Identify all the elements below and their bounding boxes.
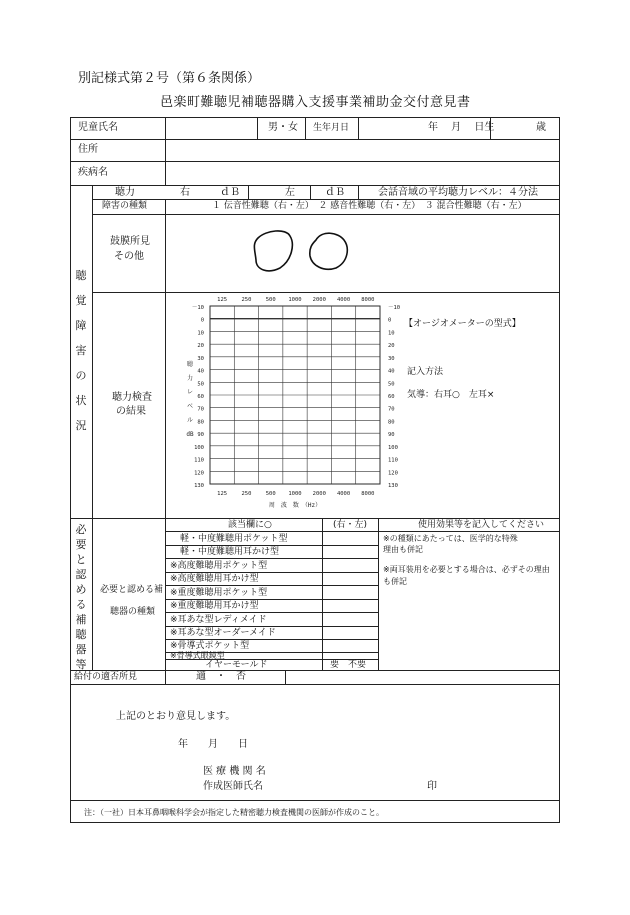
impairment-type-label: 障害の種類: [102, 201, 148, 211]
db-tick-left: 80: [197, 419, 204, 426]
db-tick-right: 0: [388, 317, 392, 324]
left-eardrum-shape: [310, 233, 347, 269]
db-tick-left: 90: [197, 432, 204, 439]
freq-tick-bottom: 8000: [361, 491, 375, 497]
audiogram-ylabel-char: レ: [186, 389, 194, 396]
aid-type-label-2: 聴器の種類: [110, 607, 156, 617]
aid-item[interactable]: 軽・中度難聴用耳かけ型: [180, 547, 280, 557]
aid-item[interactable]: 軽・中度難聴用ポケット型: [180, 534, 288, 544]
freq-tick-bottom: 125: [217, 491, 228, 497]
freq-tick-bottom: 1000: [288, 491, 302, 497]
db-tick-right: 110: [388, 457, 398, 464]
fill-method-label: 記入方法: [407, 367, 444, 377]
gender-options[interactable]: 男・女: [268, 122, 298, 133]
audiogram-ylabel-char: ル: [186, 417, 194, 424]
freq-tick-top: 250: [241, 297, 252, 303]
db-tick-left: 40: [197, 368, 204, 375]
eardrum-drawing: [240, 226, 360, 276]
freq-tick-bottom: 2000: [312, 491, 326, 497]
right-ear-db[interactable]: 右 ｄＢ: [180, 187, 240, 198]
db-tick-right: 40: [388, 368, 395, 375]
lr-column-header: (右・左): [333, 520, 368, 530]
hearing-test-label-1: 聴力検査: [112, 392, 152, 403]
disease-field[interactable]: [166, 162, 559, 184]
grant-options[interactable]: 適 ・ 否: [196, 671, 246, 682]
hearing-test-label-2: の結果: [116, 406, 146, 417]
eardrum-label-1: 鼓膜所見: [110, 236, 150, 247]
db-tick-left: 70: [197, 406, 204, 413]
left-ear-db[interactable]: 左 ｄＢ: [285, 187, 345, 198]
audiogram-ylabel-char: ベ: [186, 403, 194, 410]
note-special-reason-2: 理由も併記: [383, 545, 423, 554]
hearing-section-label: 聴 覚 障 害 の 状 況: [75, 269, 87, 432]
avg-hearing-label: 会話音域の平均聴力レベル：４分法: [378, 187, 538, 198]
birthdate-value[interactable]: 年 月 日生: [428, 122, 495, 133]
notes-column-header: 使用効果等を記入してください: [418, 520, 545, 530]
aid-item[interactable]: ※重度難聴用ポケット型: [170, 588, 268, 598]
db-tick-left: 120: [194, 470, 204, 477]
db-tick-right: 30: [388, 355, 395, 362]
db-tick-right: 130: [388, 483, 398, 489]
audiogram-ylabel-char: dB: [186, 431, 194, 438]
form-title: 邑楽町難聴児補聴器購入支援事業補助金交付意見書: [160, 95, 471, 110]
disease-label: 疾病名: [78, 167, 108, 178]
freq-tick-top: 1000: [288, 297, 302, 303]
aid-item[interactable]: ※骨導式ポケット型: [170, 641, 250, 651]
db-tick-right: 50: [388, 381, 395, 388]
aid-section-label: 必 要 と 認 め る 補 聴 器 等: [75, 523, 87, 671]
aid-item[interactable]: ※高度難聴用耳かけ型: [170, 574, 259, 584]
db-tick-left: 130: [194, 483, 204, 489]
footer-note: 注：（一社）日本耳鼻咽喉科学会が指定した精密聴力検査機関の医師が作成のこと。: [84, 808, 384, 817]
freq-tick-bottom: 500: [265, 491, 276, 497]
db-tick-left: 10: [197, 330, 204, 337]
grant-label: 給付の適否所見: [74, 672, 138, 682]
db-tick-right: 20: [388, 343, 395, 350]
db-tick-left: 20: [197, 343, 204, 350]
note-binaural-2: も併記: [383, 577, 407, 586]
freq-tick-top: 125: [217, 297, 228, 303]
note-special-reason-1: ※の種類にあたっては、医学的な特殊: [383, 534, 518, 543]
db-tick-right: 90: [388, 432, 395, 439]
aid-item[interactable]: ※耳あな型オーダーメイド: [170, 628, 276, 638]
db-tick-right: 120: [388, 470, 398, 477]
sign-date[interactable]: 年 月 日: [178, 739, 248, 750]
freq-tick-bottom: 4000: [336, 491, 351, 497]
address-label: 住所: [78, 144, 98, 155]
db-tick-right: 80: [388, 419, 395, 426]
db-tick-right: 70: [388, 406, 395, 413]
db-tick-left: 0: [200, 317, 204, 324]
hearing-label: 聴力: [115, 187, 135, 198]
check-column-header: 該当欄に○: [228, 520, 272, 530]
legend-text: 気導：右耳○ 左耳×: [407, 390, 495, 400]
db-tick-right: －10: [388, 305, 401, 311]
db-tick-right: 60: [388, 394, 395, 400]
freq-tick-top: 2000: [312, 297, 326, 303]
child-name-field[interactable]: [166, 118, 256, 138]
db-tick-right: 10: [388, 330, 395, 337]
eardrum-label-2: その他: [114, 251, 144, 262]
impairment-type-options[interactable]: １ 伝音性難聴（右・左） ２ 感音性難聴（右・左） ３ 混合性難聴（右・左）: [212, 201, 527, 211]
address-field[interactable]: [166, 140, 559, 160]
freq-tick-top: 8000: [361, 297, 375, 303]
db-tick-left: 100: [194, 444, 204, 451]
audiometer-model-label: 【オージオメーターの型式】: [404, 319, 521, 329]
doctor-label: 作成医師氏名: [203, 781, 263, 792]
audiogram-xlabel: 周 波 数 （Hz）: [268, 502, 322, 509]
form-number: 別記様式第２号（第６条関係）: [78, 71, 261, 86]
earmold-need-options[interactable]: 要 不要: [330, 660, 367, 670]
note-binaural-1: ※両耳装用を必要とする場合は、必ずその理由: [383, 565, 550, 574]
aid-item[interactable]: ※耳あな型レディメイド: [170, 615, 267, 625]
db-tick-left: 50: [197, 381, 204, 388]
statement: 上記のとおり意見します。: [116, 711, 236, 722]
aid-item[interactable]: ※骨導式眼鏡型: [170, 651, 225, 660]
audiogram-ylabel-char: 力: [186, 375, 194, 382]
freq-tick-top: 500: [265, 297, 276, 303]
seal-mark: 印: [427, 781, 437, 792]
birthdate-label: 生年月日: [313, 123, 350, 133]
age-suffix: 歳: [536, 122, 546, 133]
child-name-label: 児童氏名: [78, 122, 118, 133]
db-tick-left: 60: [197, 394, 204, 400]
aid-item-earmold[interactable]: イヤーモールド: [205, 660, 268, 670]
aid-item[interactable]: ※高度難聴用ポケット型: [170, 561, 268, 571]
institution-label: 医 療 機 関 名: [203, 766, 266, 777]
aid-item[interactable]: ※重度難聴用耳かけ型: [170, 601, 259, 611]
db-tick-left: 110: [194, 457, 204, 464]
aid-type-label-1: 必要と認める補: [100, 585, 164, 595]
audiogram-ylabel-char: 聴: [186, 361, 194, 368]
db-tick-left: －10: [191, 305, 204, 311]
db-tick-left: 30: [197, 355, 204, 362]
freq-tick-bottom: 250: [241, 491, 252, 497]
db-tick-right: 100: [388, 444, 398, 451]
right-eardrum-shape: [254, 231, 292, 271]
freq-tick-top: 4000: [336, 297, 351, 303]
